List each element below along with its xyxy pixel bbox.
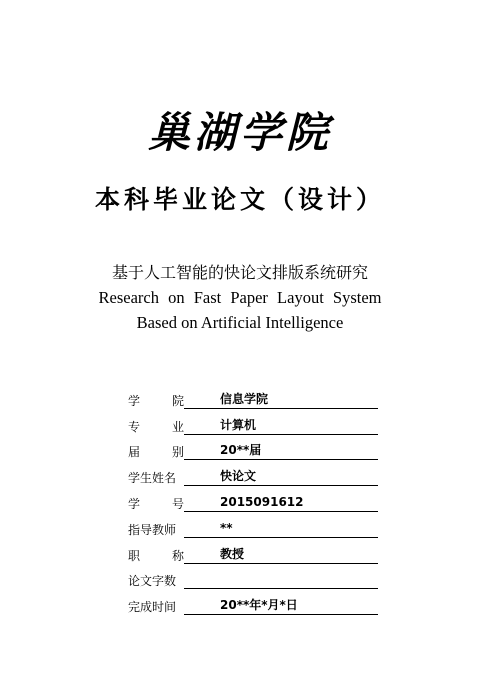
info-row-advisor [128,512,378,538]
thesis-title-english-line2: Based on Artificial Intelligence [136,313,344,332]
student-info-table [128,383,378,615]
info-row-title [128,538,378,564]
info-row-class-year [128,435,378,461]
info-label: 学生姓名 [128,471,177,486]
info-row-major [128,409,378,435]
info-value: 快论文 [184,469,378,486]
thesis-title-english-line1: Research on Fast Paper Layout System [98,288,382,307]
info-row-word-count [128,564,378,590]
info-value [184,572,378,589]
school-name: 巢湖学院 [147,108,332,157]
info-label: 论文字数 [128,574,177,589]
info-label: 学 号 [128,496,184,511]
info-label: 学 院 [128,393,184,408]
thesis-type-heading: 本科毕业论文（设计） [94,185,385,214]
info-value: 教授 [184,547,378,564]
info-label: 届 别 [128,445,184,460]
info-row-student-id [128,486,378,512]
info-value: 计算机 [184,418,378,435]
info-value: 20**届 [184,443,378,460]
info-label: 专 业 [128,419,184,434]
info-label: 指导教师 [128,522,177,537]
info-label: 完成时间 [128,600,177,615]
info-row-college [128,383,378,409]
info-row-completion-date [128,589,378,615]
info-row-student-name [128,460,378,486]
info-value: 2015091612 [184,495,378,512]
info-value: ** [184,521,378,538]
info-value: 信息学院 [184,392,378,409]
info-value: 20**年*月*日 [184,598,378,615]
info-label: 职 称 [128,548,184,563]
thesis-title-chinese: 基于人工智能的快论文排版系统研究 [111,263,368,282]
